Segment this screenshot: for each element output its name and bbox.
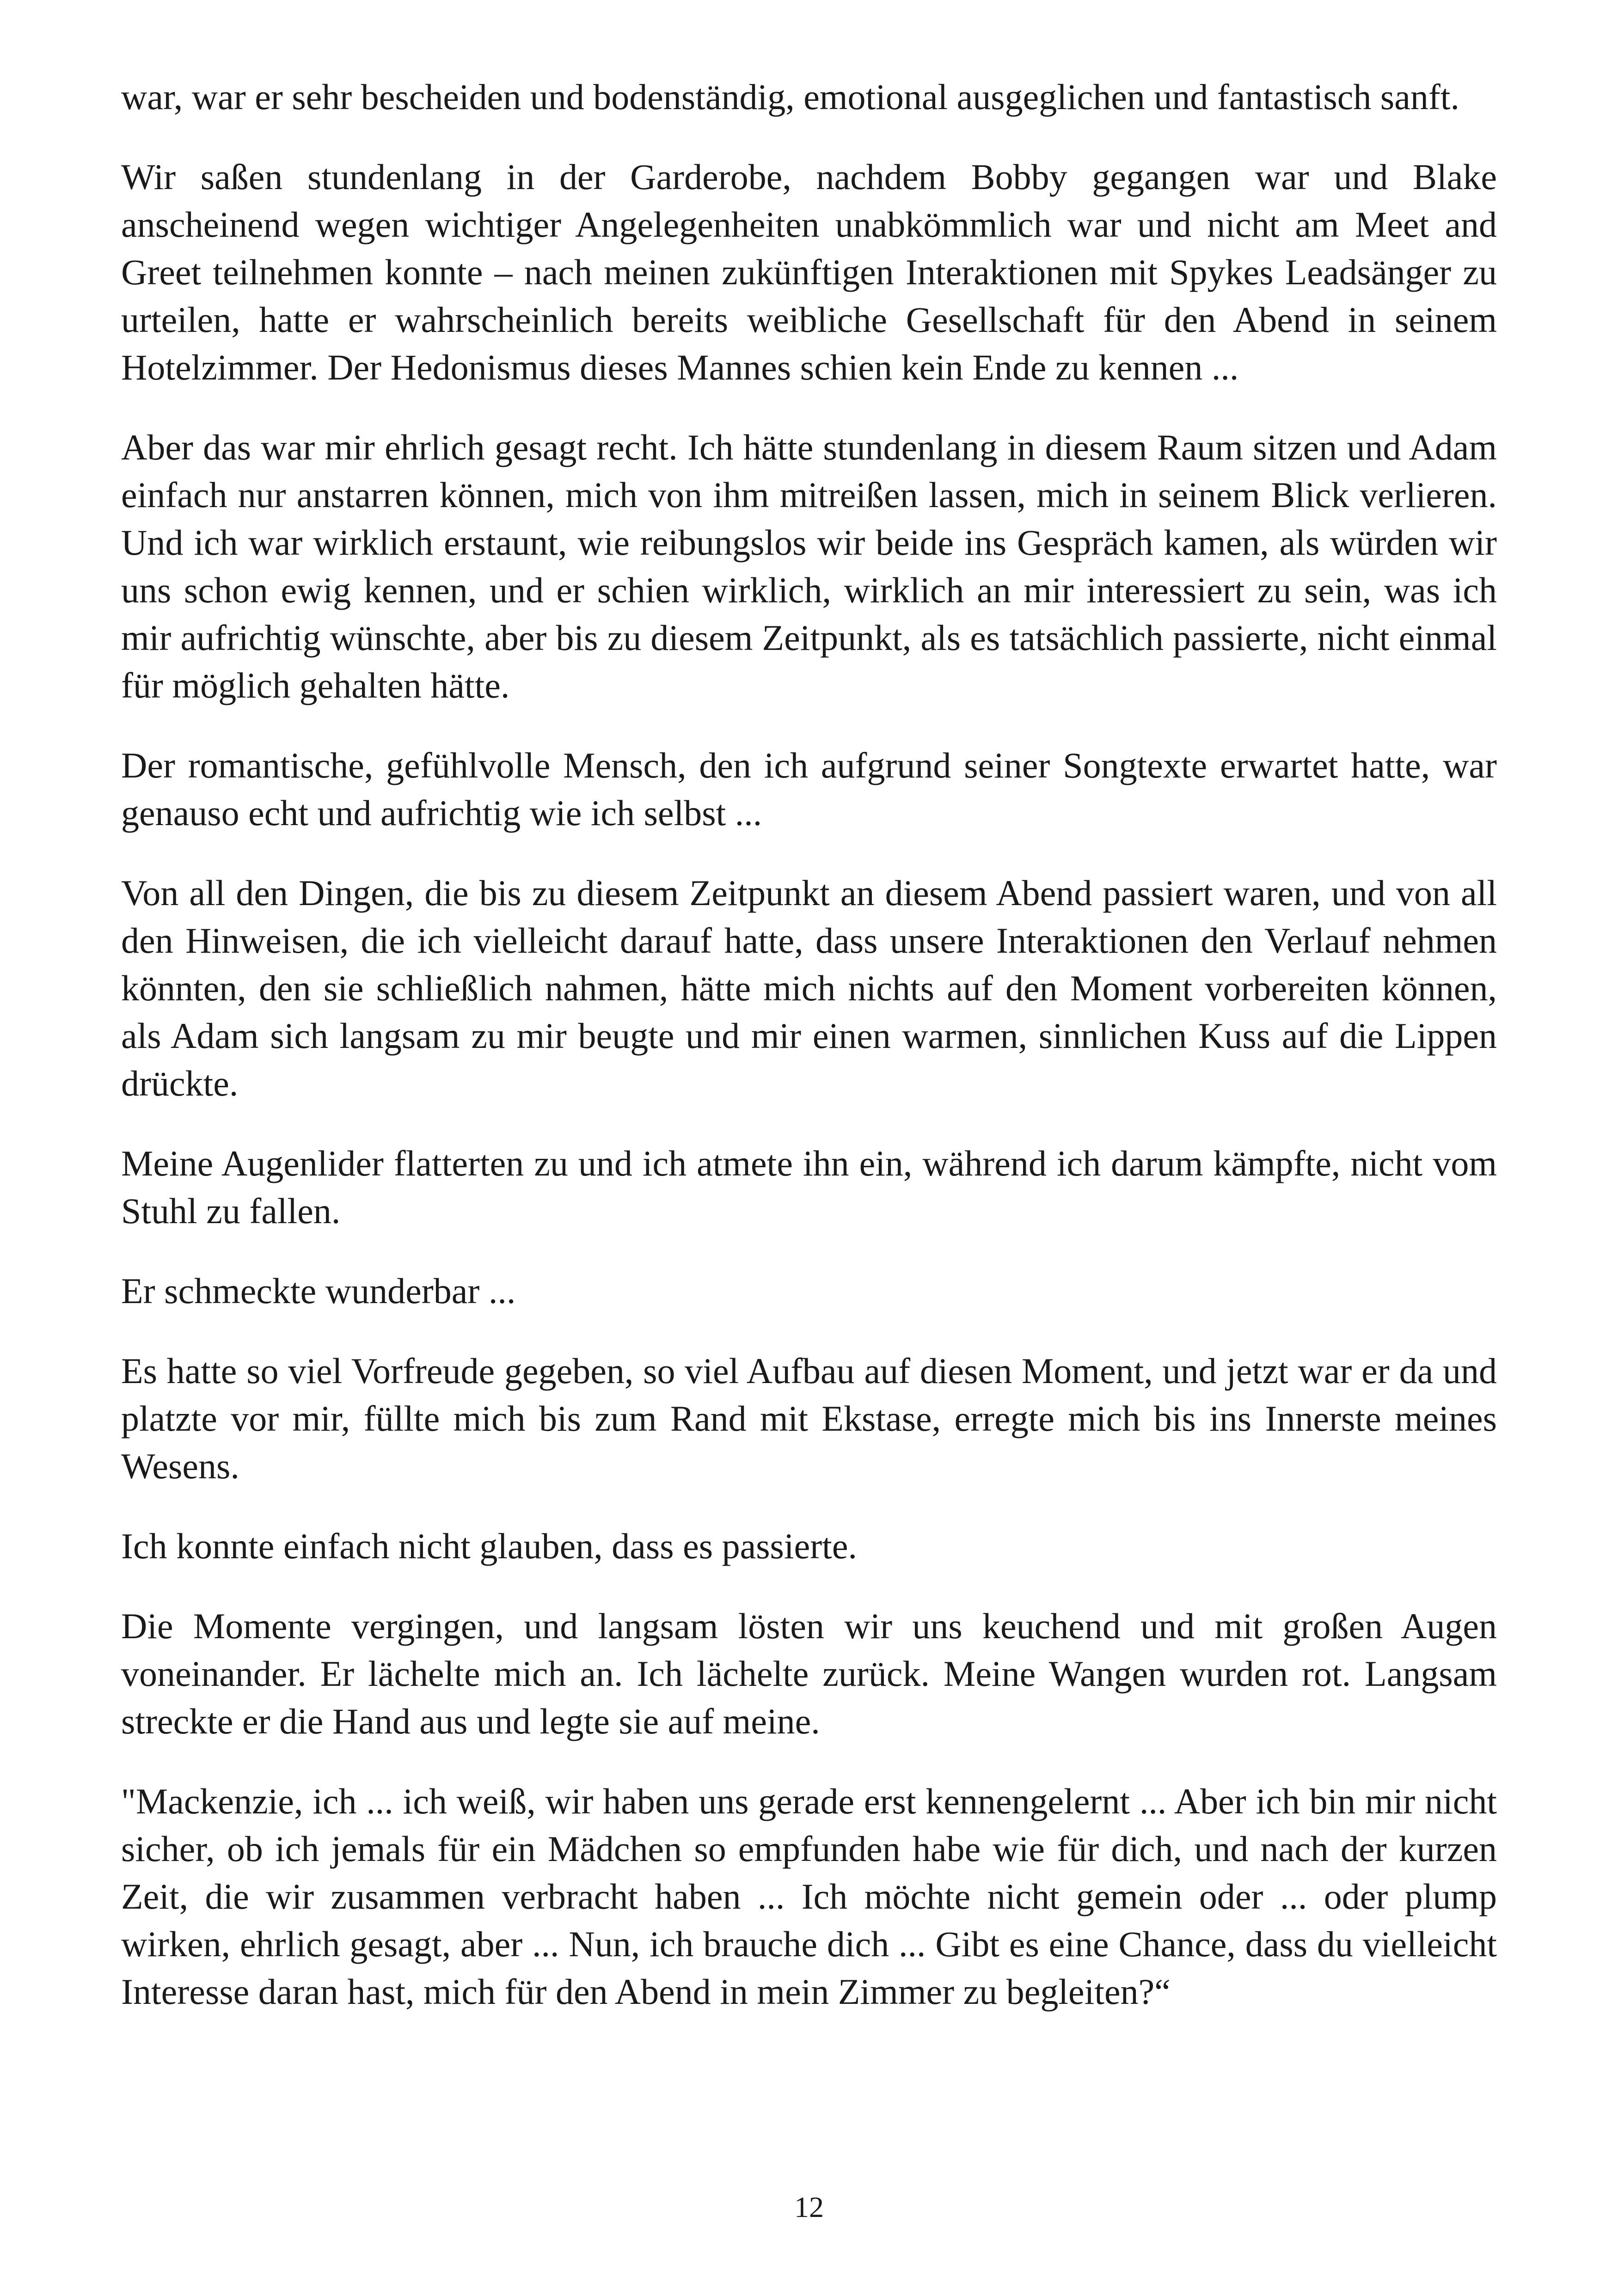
paragraph: Er schmeckte wunderbar ...	[121, 1271, 516, 1311]
paragraph: Ich konnte einfach nicht glauben, dass es passierte.	[121, 1526, 857, 1566]
paragraph: Die Momente vergingen, und langsam lösten wir uns keuchend und mit großen Augen voneinander. Er lächelte mich an. Ich lächelte zurück. Meine Wangen wurden rot. Langsam streckte er die Hand aus und legte sie auf meine.	[121, 1606, 1497, 1741]
paragraph: war, war er sehr bescheiden und bodenständig, emotional ausgeglichen und fantastisch sanft.	[121, 77, 1459, 117]
paragraph: Von all den Dingen, die bis zu diesem Zeitpunkt an diesem Abend passiert waren, und von all den Hinweisen, die ich vielleicht darauf hatte, dass unsere Interaktionen den Verlauf nehmen könnten, den sie schließlich nahmen, hätte mich nichts auf den Moment vorbereiten können, als Adam sich langsam zu mir beugte und mir einen warmen, sinnlichen Kuss auf die Lippen drückte.	[121, 873, 1497, 1103]
paragraph: Es hatte so viel Vorfreude gegeben, so viel Aufbau auf diesen Moment, und jetzt war er da und platzte vor mir, füllte mich bis zum Rand mit Ekstase, erregte mich bis ins Innerste meines Wesens.	[121, 1351, 1497, 1486]
paragraph: Meine Augenlider flatterten zu und ich atmete ihn ein, während ich darum kämpfte, nicht vom Stuhl zu fallen.	[121, 1143, 1497, 1231]
paragraph: Der romantische, gefühlvolle Mensch, den ich aufgrund seiner Songtexte erwartet hatte, war genauso echt und aufrichtig wie ich selbst ...	[121, 745, 1497, 833]
paragraph: Aber das war mir ehrlich gesagt recht. Ich hätte stundenlang in diesem Raum sitzen und Adam einfach nur anstarren können, mich von ihm mitreißen lassen, mich in seinem Blick verlieren. Und ich war wirklich erstaunt, wie reibungslos wir beide ins Gespräch kamen, als würden wir uns schon ewig kennen, und er schien wirklich, wirklich an mir interessiert zu sein, was ich mir aufrichtig wünschte, aber bis zu diesem Zeitpunkt, als es tatsächlich passierte, nicht einmal für möglich gehalten hätte.	[121, 427, 1497, 705]
paragraph: "Mackenzie, ich ... ich weiß, wir haben uns gerade erst kennengelernt ... Aber ich bin mir nicht sicher, ob ich jemals für ein Mädchen so empfunden habe wie für dich, und nach der kurzen Zeit, die wir zusammen verbracht haben ... Ich möchte nicht gemein oder ... oder plump wirken, ehrlich gesagt, aber ... Nun, ich brauche dich ... Gibt es eine Chance, dass du vielleicht Interesse daran hast, mich für den Abend in mein Zimmer zu begleiten?“	[121, 1781, 1497, 2012]
page-number: 12	[794, 2191, 824, 2223]
paragraph: Wir saßen stundenlang in der Garderobe, nachdem Bobby gegangen war und Blake anscheinend wegen wichtiger Angelegenheiten unabkömmlich war und nicht am Meet and Greet teilnehmen konnte – nach meinen zukünftigen Interaktionen mit Spykes Leadsänger zu urteilen, hatte er wahrscheinlich bereits weibliche Gesellschaft für den Abend in seinem Hotelzimmer. Der Hedonismus dieses Mannes schien kein Ende zu kennen ...	[121, 157, 1497, 387]
body-text	[121, 73, 1497, 2048]
